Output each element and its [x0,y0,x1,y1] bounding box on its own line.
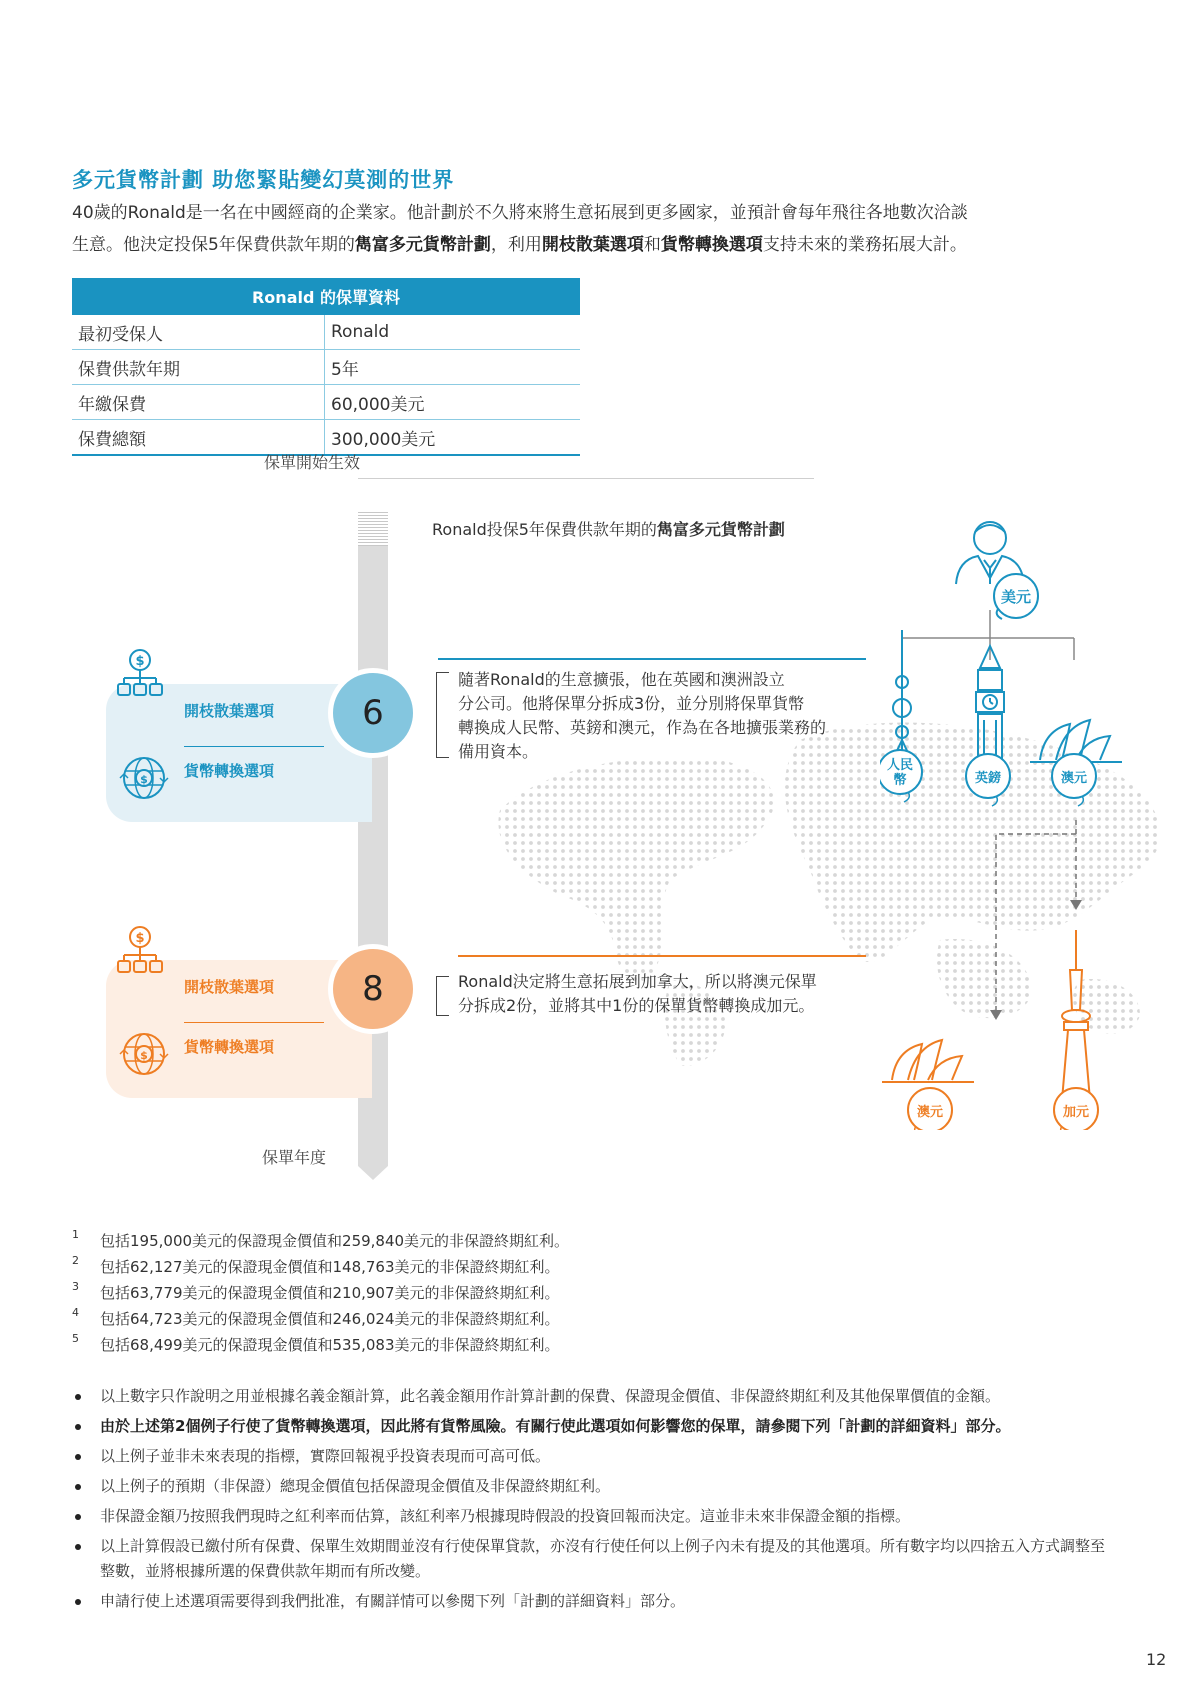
globe-dollar-icon [118,752,170,804]
footnote: 2 包括62,127美元的保證現金價值和148,763美元的非保證終期紅利。 [72,1254,560,1276]
note-item: 以上數字只作說明之用並根據名義金額計算，此名義金額用作計算計劃的保費、保證現金價值、非保證終期紅利及其他保單價值的金額。 [72,1384,1112,1409]
note-item: 以上計算假設已繳付所有保費、保單生效期間並沒有行使保單貸款，亦沒有行使任何以上例子內未有提及的其他選項。所有數字均以四捨五入方式調整至整數，並將根據所選的保費供款年期而有所改變。 [72,1534,1112,1584]
note-item: 以上例子並非未來表現的指標，實際回報視乎投資表現而可高可低。 [72,1444,1112,1469]
footnote: 3 包括63,779美元的保證現金價值和210,907美元的非保證終期紅利。 [72,1280,560,1302]
footnote: 1 包括195,000美元的保證現金價值和259,840美元的非保證終期紅利。 [72,1228,570,1250]
table-row: 年繳保費 60,000美元 [72,385,580,420]
aud-bubble [1052,754,1096,806]
rmb-label-1: 人民 [886,758,914,773]
step8-text: Ronald決定將生意拓展到加拿大，所以將澳元保單 分拆成2份，並將其中1份的保單貨幣轉換成加元。 [458,972,817,1015]
timeline-arrow [358,1166,388,1180]
option-split-label: 開枝散葉選項 [184,702,275,720]
option-split-name: 開枝散葉選項 [541,235,644,255]
aud-orange-bubble [908,1088,952,1130]
svg-text:$: $ [135,654,145,669]
option-split-label: 開枝散葉選項 [184,978,275,996]
timeline-start-label: 保單開始生效 [264,453,361,472]
pearl-tower-icon [886,630,918,770]
opera-house-icon [882,1040,974,1082]
table-row: 保費供款年期 5年 [72,350,580,385]
step6-rule [438,658,866,660]
policy-year-6: 6 [328,668,418,758]
usd-label: 美元 [1000,588,1032,606]
cad-label: 加元 [1062,1105,1090,1120]
policy-table-header: Ronald 的保單資料 [72,278,580,315]
option-convert-label: 貨幣轉換選項 [184,762,275,780]
notes-list [72,1384,1112,1619]
footnotes [72,1228,569,1358]
table-row: 保費總額 300,000美元 [72,420,580,456]
rmb-label-2: 幣 [893,773,907,788]
aud-label: 澳元 [1060,771,1088,786]
options-separator [184,1022,324,1023]
big-ben-icon [976,646,1004,764]
step8-rule [458,955,866,957]
step6-text: 隨著Ronald的生意擴張，他在英國和澳洲設立 分公司。他將保單分拆成3份，並分別將保單貨幣 轉換成人民幣、英鎊和澳元，作為在各地擴張業務的 備用資本。 [458,670,827,761]
cn-tower-icon [1062,930,1090,1100]
step8-bracket [436,976,449,1016]
svg-text:$: $ [140,1049,148,1062]
options-separator [184,746,324,747]
timeline-end-label: 保單年度 [262,1148,327,1167]
currency-flow-illustration [880,510,1170,1130]
dollar-tree-icon [116,648,164,700]
arrowheads [990,900,1082,1020]
policy-year-8: 8 [328,944,418,1034]
start-rule [358,478,814,479]
timeline-hatch [358,512,388,546]
cad-bubble [1054,1088,1098,1130]
page-number: 12 [1146,1650,1167,1669]
note-item: 以上例子的預期（非保證）總現金價值包括保證現金價值及非保證終期紅利。 [72,1474,1112,1499]
intro-line-1: 40歲的Ronald是一名在中國經商的企業家。他計劃於不久將來將生意拓展到更多國家，並預計會每年飛往各地數次洽談 [72,203,968,223]
option-convert-name: 貨幣轉換選項 [660,235,763,255]
page-title: 多元貨幣計劃 助您緊貼變幻莫測的世界 [72,168,455,192]
svg-text:$: $ [135,931,145,946]
policy-info-table [72,278,580,456]
footnote: 4 包括64,723美元的保證現金價值和246,024美元的非保證終期紅利。 [72,1306,560,1328]
second-split-connector [996,820,1076,1010]
note-item: 申請行使上述選項需要得到我們批准，有關詳情可以參閱下列「計劃的詳細資料」部分。 [72,1589,1112,1614]
dollar-tree-icon [116,925,164,977]
plan-name: 雋富多元貨幣計劃 [354,235,491,255]
option-convert-label: 貨幣轉換選項 [184,1038,275,1056]
globe-dollar-icon [118,1028,170,1080]
table-row: 最初受保人 Ronald [72,315,580,350]
timeline-intro: Ronald投保5年保費供款年期的雋富多元貨幣計劃 [432,520,785,539]
usd-bubble [994,574,1038,619]
footnote: 5 包括68,499美元的保證現金價值和535,083美元的非保證終期紅利。 [72,1332,560,1354]
gbp-label: 英鎊 [974,771,1002,786]
note-item-warning: 由於上述第2個例子行使了貨幣轉換選項，因此將有貨幣風險。有關行使此選項如何影響您的保單，請參閱下列「計劃的詳細資料」部分。 [72,1414,1112,1439]
aud-orange-label: 澳元 [916,1105,944,1120]
note-item: 非保證金額乃按照我們現時之紅利率而估算，該紅利率乃根據現時假設的投資回報而決定。這並非未來非保證金額的指標。 [72,1504,1112,1529]
svg-text:$: $ [140,773,148,786]
intro-line-2: 生意。他決定投保5年保費供款年期的雋富多元貨幣計劃，利用開枝散葉選項和貨幣轉換選項支持未來的業務拓展大計。 [72,235,967,255]
step6-bracket [436,672,449,758]
gbp-bubble [966,754,1010,806]
rmb-bubble [880,750,922,802]
